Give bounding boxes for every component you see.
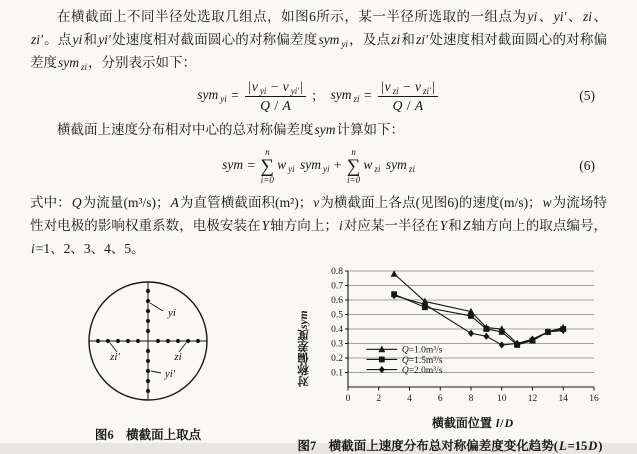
point-label-left: zi′ xyxy=(110,351,120,363)
point-label-bottom: yi′ xyxy=(164,368,176,380)
sampling-dot xyxy=(116,339,120,343)
denominator xyxy=(378,97,438,114)
legend-label xyxy=(402,346,443,356)
text-run: 和 xyxy=(83,32,98,47)
legend-label xyxy=(402,366,443,376)
label-leader-line xyxy=(150,303,163,311)
text-run: zi xyxy=(374,164,381,175)
point-label-right: zi xyxy=(174,351,182,363)
text-run: zi xyxy=(391,32,401,47)
y-tick-label: 0.4 xyxy=(331,325,343,336)
text-run: v xyxy=(384,78,391,94)
text-run: zi′ xyxy=(423,85,432,96)
text-run: sym xyxy=(58,55,79,70)
text-run: 为直管横截面积(m²)； xyxy=(179,195,313,210)
equation-6-number: (6) xyxy=(579,158,595,173)
text-run: 和 xyxy=(448,218,462,233)
diamond-marker xyxy=(483,333,489,340)
sampling-dot xyxy=(136,339,140,343)
text-run: w xyxy=(363,157,373,173)
text-run: Q xyxy=(260,97,271,113)
text-run: | xyxy=(432,78,435,94)
legend-label xyxy=(402,356,443,366)
text-run: yi xyxy=(527,9,538,24)
text-run: sym xyxy=(314,122,336,137)
figure-6-caption: 图6 横截面上取点 xyxy=(94,428,202,442)
text-run: A xyxy=(414,97,424,113)
legend-label-rest: =1.0m³/s xyxy=(408,345,443,356)
text-run: = xyxy=(227,87,243,103)
text-run: 、 xyxy=(593,9,608,24)
text-run: sym xyxy=(318,32,340,47)
text-run: 为流场特性对电极的影响权重系数，电极安装在 xyxy=(30,195,608,233)
text-run: i xyxy=(31,241,35,256)
text-run: | xyxy=(380,78,384,94)
figure-6 xyxy=(30,263,266,454)
diamond-marker xyxy=(468,330,474,337)
text-run: ，分别表示如下： xyxy=(88,55,197,70)
sampling-dot xyxy=(156,339,160,343)
text-run: 。点 xyxy=(43,32,72,47)
text-run: v xyxy=(251,78,258,94)
equation-6 xyxy=(221,148,416,185)
sampling-dot xyxy=(146,369,150,373)
text-run: = xyxy=(244,157,259,173)
equation-6-row xyxy=(30,141,607,191)
text-run: 、 xyxy=(538,9,553,24)
text-run: L xyxy=(558,439,567,453)
legend-label-rest: =2.0m³/s xyxy=(408,366,443,376)
y-tick-label: 0.8 xyxy=(331,267,343,278)
sampling-dot xyxy=(126,339,130,343)
text-run: yi′ xyxy=(553,9,567,24)
text-run: l xyxy=(495,416,500,430)
text-run: 为横截面上各点(见图6)的速度(m/s)； xyxy=(320,195,542,210)
x-tick-label: 14 xyxy=(558,394,568,404)
text-run: | xyxy=(300,78,303,94)
text-run: yi xyxy=(220,94,227,105)
text-run: 、 xyxy=(567,9,582,24)
text-run: zi xyxy=(81,62,88,72)
summation-part: n xyxy=(265,146,270,157)
summation-part: n xyxy=(351,146,356,157)
text-run: D xyxy=(588,439,598,453)
text-run: zi′ xyxy=(31,32,43,47)
square-marker xyxy=(468,313,474,319)
text-run: v xyxy=(313,195,320,210)
series-line-triangle xyxy=(394,274,563,344)
text-run: Y xyxy=(261,218,270,233)
text-run: 和 xyxy=(401,32,416,47)
sampling-dot xyxy=(146,309,150,313)
x-tick-label: 12 xyxy=(527,394,538,404)
text-run: ，及点 xyxy=(348,32,391,47)
text-run: Q xyxy=(392,97,403,113)
text-run: 式中： xyxy=(30,195,71,210)
x-tick-label: 16 xyxy=(589,394,599,404)
sampling-dot xyxy=(146,329,150,333)
sampling-dot xyxy=(146,319,150,323)
text-run xyxy=(381,157,384,172)
sampling-dot xyxy=(146,389,150,393)
figures-row xyxy=(30,263,607,454)
x-tick-label: 6 xyxy=(437,394,443,404)
figure-7-caption xyxy=(298,436,603,454)
text-run: Q xyxy=(71,195,82,210)
y-tick-label: 0.5 xyxy=(331,310,343,321)
equation-5 xyxy=(196,79,440,114)
equation-5-row xyxy=(30,74,607,118)
text-run: zi xyxy=(582,9,592,24)
legend-label-rest: =1.5m³/s xyxy=(408,355,443,366)
text-run: = xyxy=(360,87,375,103)
summation-part: ∑ xyxy=(260,155,275,177)
fraction xyxy=(245,79,306,114)
cross-section-points-diagram xyxy=(82,275,214,407)
text-run: 在横截面上不同半径处选取几组点，如图6所示，某一半径所选取的一组点为 xyxy=(57,9,527,24)
text-run: v xyxy=(282,78,289,94)
text-run: / xyxy=(500,416,504,430)
text-run: ) xyxy=(598,439,603,453)
sampling-dot xyxy=(146,349,150,353)
text-run: zi′ xyxy=(416,32,429,47)
numerator xyxy=(245,79,306,97)
diamond-marker xyxy=(499,341,505,348)
label-leader-line xyxy=(151,371,161,373)
y-tick-label: 0.6 xyxy=(331,296,343,307)
figure-7-plot-area xyxy=(296,263,604,431)
text-run: v xyxy=(415,78,422,94)
denominator xyxy=(245,97,306,114)
y-tick-label: 0.2 xyxy=(331,354,343,365)
summation-part: i=0 xyxy=(347,174,361,185)
text-run: A xyxy=(170,195,179,210)
text-run: yi xyxy=(341,39,348,49)
text-run: yi′ xyxy=(290,85,300,96)
summation xyxy=(261,148,275,185)
text-run: 横截面位置 xyxy=(431,416,495,430)
sampling-dot xyxy=(96,339,100,343)
text-run: 处速度相对截面圆心的对称偏差度 xyxy=(111,32,318,47)
summation xyxy=(347,148,361,185)
text-run: i xyxy=(338,218,343,233)
text-run: zi xyxy=(392,85,399,96)
text-run: =1、2、3、4、5。 xyxy=(35,241,145,256)
text-run: − xyxy=(399,78,415,94)
x-tick-label: 8 xyxy=(468,394,474,404)
x-tick-label: 4 xyxy=(407,394,412,404)
sampling-dot xyxy=(166,339,170,343)
sampling-dot xyxy=(176,339,180,343)
y-tick-label: 0.7 xyxy=(331,281,343,292)
chart-column xyxy=(312,263,604,431)
text-run: ; xyxy=(308,87,330,103)
summation-part: i=0 xyxy=(260,174,274,185)
text-run: zi xyxy=(408,164,415,175)
text-run: 为流量(m³/s)； xyxy=(82,195,170,210)
text-run: zi xyxy=(353,94,360,105)
text-run: 图7 横截面上速度分布总对称偏差度变化趋势( xyxy=(297,439,558,453)
text-run: sym xyxy=(298,310,310,330)
square-marker xyxy=(499,329,505,335)
text-run: 轴方向上的取点编号， xyxy=(471,218,608,233)
diamond-marker xyxy=(379,366,385,373)
text-run: sym xyxy=(330,87,352,103)
text-run: / xyxy=(271,97,282,113)
point-label-top: yi xyxy=(168,307,176,319)
text-run: Y xyxy=(439,218,448,233)
text-run: sym xyxy=(222,157,244,173)
sampling-dot xyxy=(146,289,150,293)
legend-label-italic: Q xyxy=(401,366,409,376)
text-run: | xyxy=(248,78,251,94)
text-run: A xyxy=(282,97,291,113)
summation-part: ∑ xyxy=(346,155,361,177)
sampling-dot xyxy=(186,339,190,343)
text-run: yi′ xyxy=(98,32,111,47)
text-run: Z xyxy=(462,218,471,233)
x-tick-label: 10 xyxy=(497,394,507,404)
square-marker xyxy=(379,357,385,363)
sampling-dot xyxy=(146,299,150,303)
text-run: =15 xyxy=(567,439,588,453)
y-axis-title xyxy=(296,267,312,387)
equation-5-number: (5) xyxy=(579,88,595,103)
y-tick-label: 0.1 xyxy=(331,368,343,379)
text-run: sym xyxy=(197,87,219,103)
paragraph-total-sym xyxy=(30,118,607,141)
text-run: / xyxy=(403,97,414,113)
text-run: 对称偏差度 xyxy=(298,329,310,387)
legend-label-italic: Q xyxy=(401,345,409,356)
numerator xyxy=(378,79,438,97)
text-run: yi xyxy=(259,85,267,96)
text-run: D xyxy=(504,416,514,430)
paragraph-notation xyxy=(30,191,607,260)
text-run: yi xyxy=(72,32,83,47)
square-marker xyxy=(483,326,489,332)
text-run: 对应某一半径在 xyxy=(343,218,439,233)
fraction xyxy=(378,79,438,114)
text-run: sym xyxy=(385,157,407,173)
text-run: 轴方向上； xyxy=(270,218,338,233)
text-run: + xyxy=(330,157,345,173)
legend-label-italic: Q xyxy=(401,355,409,366)
text-run: sym xyxy=(299,157,321,173)
text-run: w xyxy=(542,195,552,210)
x-tick-label: 0 xyxy=(345,394,351,404)
paragraph-sampling-points xyxy=(30,5,607,74)
sampling-dot xyxy=(146,359,150,363)
sampling-dot xyxy=(196,339,200,343)
text-run: − xyxy=(267,78,282,94)
sampling-dot xyxy=(106,339,110,343)
figure-7 xyxy=(293,263,607,454)
sampling-dot xyxy=(146,379,150,383)
x-axis-title xyxy=(312,414,604,431)
text-run xyxy=(296,157,299,172)
text-run: 处速度相对截面圆心的对称偏差度 xyxy=(30,32,608,70)
sym-trend-chart xyxy=(312,263,604,411)
text-run: yi xyxy=(288,164,295,175)
y-tick-label: 0.3 xyxy=(331,339,343,350)
text-run: 横截面上速度分布相对中心的总对称偏差度 xyxy=(57,122,314,137)
text-run: w xyxy=(277,157,287,173)
x-tick-label: 2 xyxy=(376,394,382,404)
text-run: 计算如下： xyxy=(336,122,404,137)
text-run: yi xyxy=(322,164,330,175)
